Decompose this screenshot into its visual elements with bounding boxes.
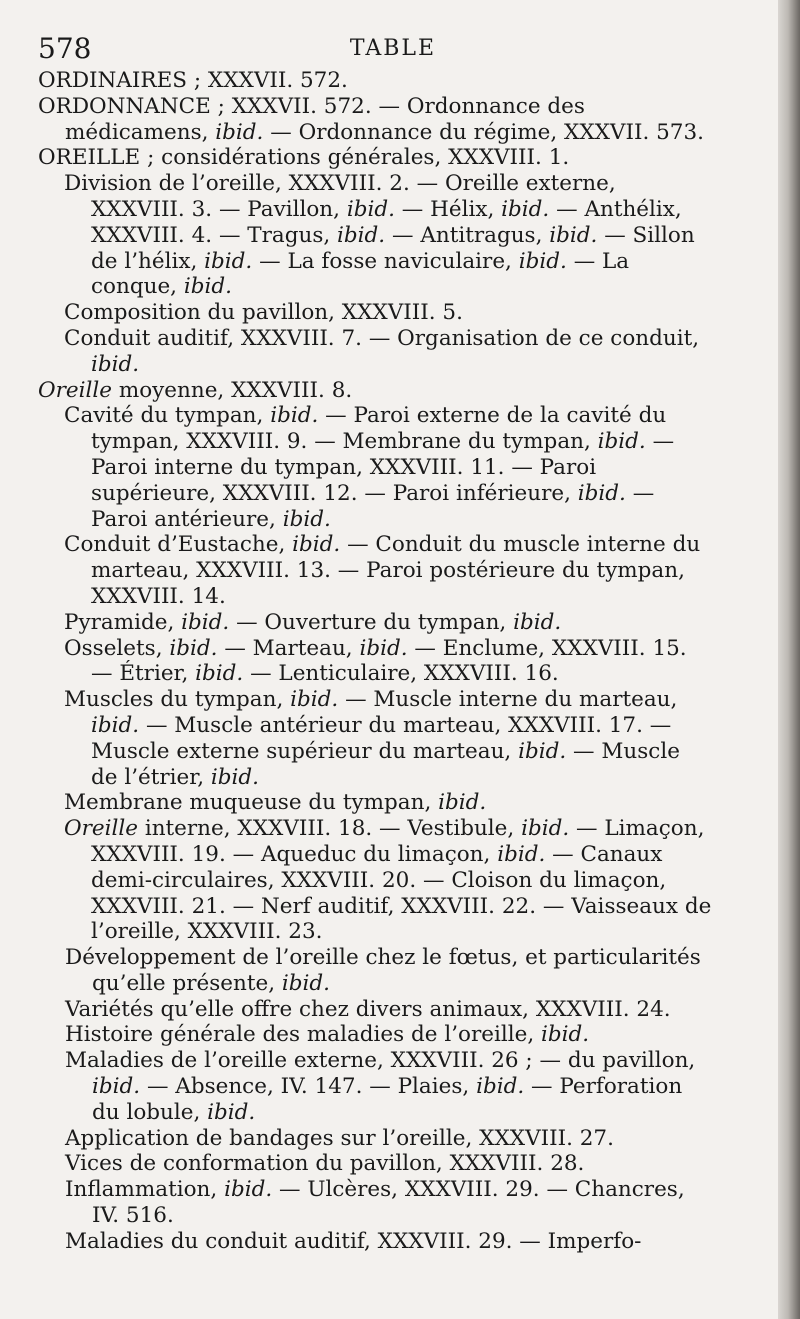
entry-text: — Limaçon, XXXVIII. 19. — Aqueduc du limaçon, [91, 816, 705, 867]
entry-text: Composition du pavillon, XXXVIII. 5. [64, 300, 463, 326]
entry-text: — Hélix, [394, 196, 502, 222]
entry-text: Muscles du tympan, [64, 687, 291, 713]
entry-text: Maladies du conduit auditif, XXXVIII. 29. — Imperfo- [65, 1228, 642, 1254]
index-entry [64, 300, 713, 326]
italic-text: ibid. [281, 970, 331, 996]
entry-text: — Paroi antérieure, [91, 480, 655, 532]
entry-text: — Canaux demi-circulaires, XXXVIII. 20. — Cloison du limaçon, XXXVIII. 21. — Nerf auditif, XXXVIII. 22. — Vaisseaux de l’oreille, XXXVIII. 23. [91, 841, 712, 945]
italic-text: ibid. [292, 532, 341, 558]
italic-text: ibid. [521, 816, 570, 842]
entry-text: — Conduit du muscle interne du marteau, XXXVIII. 13. — Paroi postérieure du tympan, XXXVIII. 14. [91, 532, 701, 609]
index-entry [64, 326, 713, 378]
entry-text: OREILLE ; considérations générales, XXXVIII. 1. [38, 145, 570, 171]
index-entry [64, 790, 713, 816]
italic-text: Oreille [38, 377, 112, 403]
italic-text: ibid. [91, 351, 140, 377]
italic-text: ibid. [181, 609, 230, 635]
entry-text: Conduit d’Eustache, [64, 532, 293, 558]
entry-text: Application de bandages sur l’oreille, XXXVIII. 27. [65, 1125, 614, 1151]
italic-text: ibid. [91, 712, 140, 738]
page-number: 578 [38, 32, 92, 65]
italic-text: ibid. [476, 1074, 525, 1100]
entry-text: ORDINAIRES ; XXXVII. 572. [38, 68, 348, 93]
entry-text: moyenne, XXXVIII. 8. [111, 377, 353, 403]
entry-text: Pyramide, [64, 609, 182, 635]
italic-text: ibid. [346, 196, 395, 222]
running-head: TABLE [349, 36, 437, 61]
index-entry [64, 532, 713, 609]
index-entry [64, 687, 713, 790]
entry-text: — Muscle de l’étrier, [91, 738, 680, 790]
italic-text: ibid. [513, 609, 562, 635]
entry-text: — Paroi externe de la cavité du tympan, XXXVIII. 9. — Membrane du tympan, [91, 403, 667, 455]
italic-text: ibid. [501, 196, 550, 222]
italic-text: ibid. [183, 274, 232, 300]
italic-text: ibid. [577, 480, 626, 506]
italic-text: ibid. [337, 222, 386, 248]
index-entry [65, 1151, 713, 1177]
entry-text: — Lenticulaire, XXXVIII. 16. [243, 661, 559, 687]
entry-text: — Antitragus, [385, 222, 550, 248]
index-entry [65, 1126, 713, 1152]
index-entry [64, 403, 713, 532]
entry-text: Développement de l’oreille chez le fœtus, et particularités qu’elle présente, [65, 945, 701, 996]
entry-text: Conduit auditif, XXXVIII. 7. — Organisation de ce conduit, [64, 325, 700, 351]
index-entry [65, 1177, 713, 1229]
index-entry [65, 1229, 713, 1255]
page-header [38, 30, 748, 66]
index-entry [65, 945, 713, 997]
italic-text: ibid. [92, 1074, 141, 1100]
entry-text: Histoire générale des maladies de l’oreille, [65, 1022, 542, 1048]
index-entry [38, 94, 713, 146]
entry-text: — Perforation du lobule, [92, 1074, 683, 1125]
italic-text: ibid. [541, 1022, 590, 1048]
italic-text: ibid. [438, 790, 487, 816]
italic-text: ibid. [169, 635, 218, 661]
entry-text: Maladies de l’oreille externe, XXXVIII. 26 ; — du pavillon, [65, 1048, 696, 1074]
entry-text: — Ouverture du tympan, [229, 609, 514, 635]
italic-text: ibid. [282, 506, 331, 532]
entry-text: — La fosse naviculaire, [252, 248, 519, 274]
index-entry [64, 171, 713, 300]
entry-text: Vices de conformation du pavillon, XXXVIII. 28. [65, 1151, 585, 1177]
italic-text: ibid. [270, 403, 319, 429]
index-entry [38, 378, 713, 404]
italic-text: ibid. [518, 738, 567, 764]
index-entry [64, 610, 713, 636]
entry-text: — Marteau, [217, 635, 360, 661]
entry-text: — Absence, IV. 147. — Plaies, [140, 1074, 477, 1100]
italic-text: ibid. [359, 635, 408, 661]
entry-text: Variétés qu’elle offre chez divers animaux, XXXVIII. 24. [65, 996, 671, 1022]
italic-text: ibid. [215, 119, 264, 145]
italic-text: ibid. [204, 248, 253, 274]
entry-text: interne, XXXVIII. 18. — Vestibule, [137, 816, 522, 842]
page-edge-shadow [778, 0, 800, 1319]
index-entry [38, 145, 713, 171]
entry-text: ORDONNANCE ; XXXVII. 572. — Ordonnance des médicamens, [38, 93, 585, 145]
entry-text: Division de l’oreille, XXXVIII. 2. — Oreille externe, XXXVIII. 3. — Pavillon, [64, 171, 616, 222]
italic-text: ibid. [290, 687, 339, 713]
italic-text: ibid. [224, 1177, 273, 1203]
index-entries [38, 68, 713, 1255]
index-entry [64, 816, 713, 945]
italic-text: ibid. [497, 841, 546, 867]
italic-text: ibid. [195, 661, 244, 687]
entry-text: — Anthélix, XXXVIII. 4. — Tragus, [91, 196, 682, 248]
italic-text: Oreille [64, 816, 138, 842]
entry-text: — La conque, [91, 248, 630, 300]
italic-text: ibid. [597, 429, 646, 455]
index-entry [38, 68, 713, 94]
index-entry [65, 1022, 713, 1048]
entry-text: Cavité du tympan, [64, 403, 271, 429]
entry-text: — Ulcères, XXXVIII. 29. — Chancres, IV. 516. [92, 1177, 685, 1229]
entry-text: — Sillon de l’hélix, [91, 222, 695, 274]
italic-text: ibid. [549, 222, 598, 248]
entry-text: — Ordonnance du régime, XXXVII. 573. [263, 119, 704, 145]
entry-text: — Muscle interne du marteau, [338, 687, 678, 713]
index-entry [64, 636, 713, 688]
entry-text: — Paroi interne du tympan, XXXVIII. 11. — Paroi supérieure, XXXVIII. 12. — Paroi inférieure, [91, 429, 675, 506]
italic-text: ibid. [207, 1099, 256, 1125]
entry-text: Inflammation, [65, 1177, 225, 1203]
index-entry [65, 1048, 713, 1125]
italic-text: ibid. [210, 764, 259, 790]
index-entry [65, 997, 713, 1023]
italic-text: ibid. [518, 248, 567, 274]
entry-text: — Muscle antérieur du marteau, XXXVIII. 17. — Muscle externe supérieur du marteau, [91, 712, 672, 764]
entry-text: Osselets, [64, 635, 170, 661]
entry-text: — Enclume, XXXVIII. 15. — Étrier, [91, 635, 687, 687]
entry-text: Membrane muqueuse du tympan, [64, 790, 439, 816]
